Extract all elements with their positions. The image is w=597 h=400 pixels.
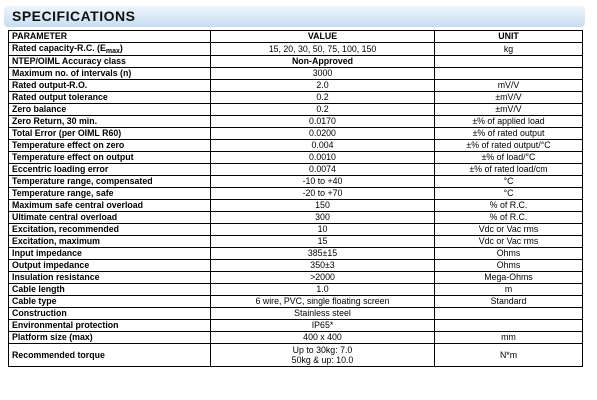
row-unit: Vdc or Vac rms <box>435 236 583 248</box>
row-unit: % of R.C. <box>435 212 583 224</box>
row-unit: Vdc or Vac rms <box>435 224 583 236</box>
table-row <box>9 296 583 308</box>
row-unit: ±mV/V <box>435 92 583 104</box>
row-value: 15 <box>211 236 435 248</box>
row-unit: Ohms <box>435 260 583 272</box>
row-unit: % of R.C. <box>435 200 583 212</box>
row-value: Non-Approved <box>211 56 435 68</box>
row-value: 6 wire, PVC, single floating screen <box>211 296 435 308</box>
table-row <box>9 140 583 152</box>
row-parameter: Excitation, maximum <box>9 236 211 248</box>
row-unit: Mega-Ohms <box>435 272 583 284</box>
table-row <box>9 164 583 176</box>
row-parameter: Recommended torque <box>9 344 211 367</box>
table-row <box>9 56 583 68</box>
row-parameter: Rated output-R.O. <box>9 80 211 92</box>
table-row <box>9 152 583 164</box>
row-parameter: Platform size (max) <box>9 332 211 344</box>
row-value: >2000 <box>211 272 435 284</box>
row-unit: mV/V <box>435 80 583 92</box>
table-row <box>9 308 583 320</box>
row-parameter: Temperature range, safe <box>9 188 211 200</box>
row-unit: N*m <box>435 344 583 367</box>
row-value: 0.0170 <box>211 116 435 128</box>
row-value: 15, 20, 30, 50, 75, 100, 150 <box>211 43 435 56</box>
table-row <box>9 272 583 284</box>
row-parameter: Eccentric loading error <box>9 164 211 176</box>
row-value: 0.0010 <box>211 152 435 164</box>
row-value: 0.0200 <box>211 128 435 140</box>
row-value: 385±15 <box>211 248 435 260</box>
row-unit <box>435 308 583 320</box>
table-row <box>9 344 583 367</box>
table-row <box>9 128 583 140</box>
row-value: 0.004 <box>211 140 435 152</box>
param-subscript: max <box>105 48 120 55</box>
column-header-unit: UNIT <box>435 31 583 43</box>
row-unit <box>435 68 583 80</box>
row-value: 1.0 <box>211 284 435 296</box>
table-row <box>9 43 583 56</box>
row-value: 0.2 <box>211 104 435 116</box>
row-unit: kg <box>435 43 583 56</box>
row-value: 0.2 <box>211 92 435 104</box>
row-unit: mm <box>435 332 583 344</box>
row-parameter: Output impedance <box>9 260 211 272</box>
table-row <box>9 332 583 344</box>
row-parameter: Construction <box>9 308 211 320</box>
row-value: 0.0074 <box>211 164 435 176</box>
row-parameter: Zero balance <box>9 104 211 116</box>
table-row <box>9 260 583 272</box>
table-row <box>9 284 583 296</box>
row-unit: Ohms <box>435 248 583 260</box>
row-unit: m <box>435 284 583 296</box>
row-parameter: Cable type <box>9 296 211 308</box>
section-title: SPECIFICATIONS <box>12 8 136 24</box>
row-unit: ±% of rated load/cm <box>435 164 583 176</box>
row-parameter: Ultimate central overload <box>9 212 211 224</box>
row-unit: ±% of rated output/°C <box>435 140 583 152</box>
param-text: Rated capacity-R.C. (E <box>12 43 106 53</box>
table-row <box>9 176 583 188</box>
table-row <box>9 236 583 248</box>
section-header <box>4 6 585 27</box>
row-unit <box>435 56 583 68</box>
table-row <box>9 200 583 212</box>
value-line: 50kg & up: 10.0 <box>291 355 354 365</box>
specifications-table <box>8 30 583 367</box>
row-value: IP65* <box>211 320 435 332</box>
table-row <box>9 320 583 332</box>
row-value: 3000 <box>211 68 435 80</box>
row-parameter: Total Error (per OIML R60) <box>9 128 211 140</box>
row-parameter: Excitation, recommended <box>9 224 211 236</box>
row-value: 10 <box>211 224 435 236</box>
row-parameter: Temperature effect on zero <box>9 140 211 152</box>
row-parameter: Temperature effect on output <box>9 152 211 164</box>
row-parameter: Input impedance <box>9 248 211 260</box>
row-parameter <box>9 43 211 56</box>
column-header-parameter: PARAMETER <box>9 31 211 43</box>
row-parameter: Rated output tolerance <box>9 92 211 104</box>
row-value: -10 to +40 <box>211 176 435 188</box>
row-unit <box>435 320 583 332</box>
row-value: 2.0 <box>211 80 435 92</box>
table-row <box>9 188 583 200</box>
column-header-value: VALUE <box>211 31 435 43</box>
row-unit: °C <box>435 176 583 188</box>
row-value: -20 to +70 <box>211 188 435 200</box>
row-parameter: Maximum safe central overload <box>9 200 211 212</box>
row-unit: ±% of rated output <box>435 128 583 140</box>
table-row <box>9 104 583 116</box>
param-text-end: ) <box>119 43 123 53</box>
row-parameter: NTEP/OIML Accuracy class <box>9 56 211 68</box>
row-unit: ±mV/V <box>435 104 583 116</box>
row-unit: Standard <box>435 296 583 308</box>
value-line: Up to 30kg: 7.0 <box>292 345 353 355</box>
row-value: 150 <box>211 200 435 212</box>
table-row <box>9 68 583 80</box>
row-parameter: Maximum no. of intervals (n) <box>9 68 211 80</box>
row-value: 400 x 400 <box>211 332 435 344</box>
row-value: 350±3 <box>211 260 435 272</box>
table-row <box>9 224 583 236</box>
row-value: Stainless steel <box>211 308 435 320</box>
row-unit: ±% of load/°C <box>435 152 583 164</box>
row-unit: °C <box>435 188 583 200</box>
table-row <box>9 92 583 104</box>
row-value <box>211 344 435 367</box>
table-row <box>9 80 583 92</box>
table-row <box>9 116 583 128</box>
table-header-row <box>9 31 583 43</box>
row-parameter: Temperature range, compensated <box>9 176 211 188</box>
table-row <box>9 212 583 224</box>
row-value: 300 <box>211 212 435 224</box>
table-row <box>9 248 583 260</box>
row-parameter: Cable length <box>9 284 211 296</box>
row-parameter: Environmental protection <box>9 320 211 332</box>
row-parameter: Insulation resistance <box>9 272 211 284</box>
row-parameter: Zero Return, 30 min. <box>9 116 211 128</box>
row-unit: ±% of applied load <box>435 116 583 128</box>
